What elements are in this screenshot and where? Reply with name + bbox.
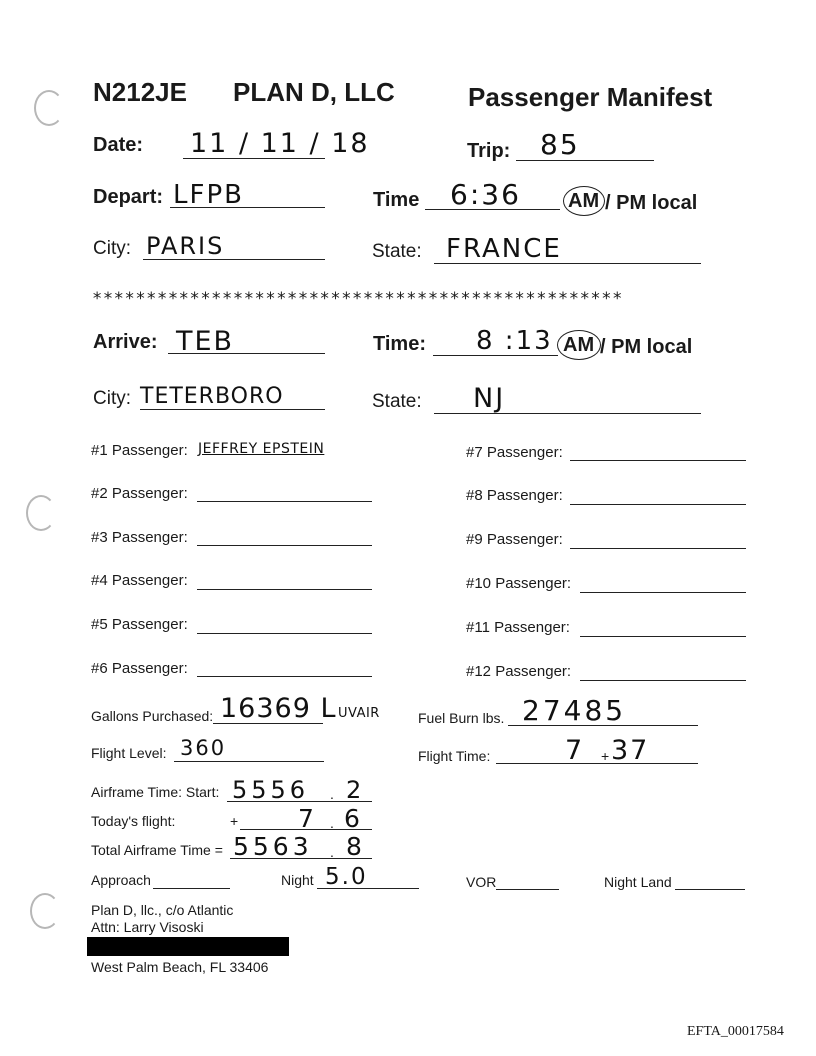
depart-am: AM xyxy=(568,190,600,212)
passenger-12-label: #12 Passenger: xyxy=(466,663,572,680)
airframe-start-dot: . xyxy=(330,786,334,802)
today-flight-plus: + xyxy=(230,813,239,829)
passenger-10-label: #10 Passenger: xyxy=(466,575,572,592)
gallons-vendor[interactable]: UVAIR xyxy=(338,706,380,721)
depart-value[interactable]: LFPB xyxy=(173,180,244,210)
depart-pm-local: / PM local xyxy=(605,192,698,214)
gallons-value[interactable]: 16369 L xyxy=(220,693,337,724)
arrive-time-value[interactable]: 8 :13 xyxy=(476,326,553,356)
total-airframe-tenths[interactable]: 8 xyxy=(346,832,364,861)
passenger-5-label: #5 Passenger: xyxy=(91,616,188,633)
arrive-city-label: City: xyxy=(93,388,131,409)
address-line-4: West Palm Beach, FL 33406 xyxy=(91,959,269,975)
depart-city-label: City: xyxy=(93,238,131,259)
passenger-6-field[interactable] xyxy=(197,676,372,677)
passenger-11-field[interactable] xyxy=(580,636,746,637)
passenger-9-label: #9 Passenger: xyxy=(466,531,563,548)
punch-hole xyxy=(34,90,64,126)
depart-time-label: Time xyxy=(373,189,420,211)
form-title: Passenger Manifest xyxy=(468,82,713,112)
depart-label: Depart: xyxy=(93,186,164,208)
total-airframe-label: Total Airframe Time = xyxy=(91,842,223,858)
flight-level-label: Flight Level: xyxy=(91,745,167,761)
fuel-burn-label: Fuel Burn lbs. xyxy=(418,710,505,726)
passenger-4-field[interactable] xyxy=(197,589,372,590)
passenger-10-field[interactable] xyxy=(580,592,746,593)
passenger-8-field[interactable] xyxy=(570,504,746,505)
night-land-label: Night Land xyxy=(604,874,672,890)
passenger-6-label: #6 Passenger: xyxy=(91,660,188,677)
passenger-2-label: #2 Passenger: xyxy=(91,485,188,502)
passenger-8-label: #8 Passenger: xyxy=(466,487,563,504)
passenger-7-label: #7 Passenger: xyxy=(466,444,563,461)
separator-line: ************************************************* xyxy=(92,289,623,309)
redaction-bar xyxy=(87,937,289,956)
arrive-state-value[interactable]: NJ xyxy=(473,383,506,414)
night-label: Night xyxy=(281,872,314,888)
punch-hole xyxy=(30,893,60,929)
passenger-3-label: #3 Passenger: xyxy=(91,529,188,546)
night-land-field[interactable] xyxy=(675,889,745,890)
fuel-burn-value[interactable]: 27485 xyxy=(522,694,627,727)
arrive-am: AM xyxy=(563,334,595,356)
passenger-1-value[interactable]: JEFFREY EPSTEIN xyxy=(198,441,325,457)
passenger-4-label: #4 Passenger: xyxy=(91,572,188,589)
passenger-3-field[interactable] xyxy=(197,545,372,546)
trip-value[interactable]: 85 xyxy=(540,128,580,161)
flight-time-plus: + xyxy=(601,748,610,764)
today-flight-whole[interactable]: 7 xyxy=(298,804,316,833)
passenger-12-field[interactable] xyxy=(580,680,746,681)
depart-state-value[interactable]: FRANCE xyxy=(446,234,562,264)
depart-state-label: State: xyxy=(372,241,422,262)
arrive-value[interactable]: TEB xyxy=(176,326,235,357)
arrive-city-value[interactable]: TETERBORO xyxy=(140,384,284,409)
arrive-pm-local: / PM local xyxy=(600,336,693,358)
tail-number: N212JE xyxy=(93,77,187,107)
depart-city-value[interactable]: PARIS xyxy=(146,232,225,260)
today-flight-dot: . xyxy=(330,815,334,831)
address-line-1: Plan D, llc., c/o Atlantic xyxy=(91,902,234,918)
vor-field[interactable] xyxy=(496,889,559,890)
passenger-2-field[interactable] xyxy=(197,501,372,502)
date-label: Date: xyxy=(93,134,144,156)
depart-time-value[interactable]: 6:36 xyxy=(450,178,521,211)
gallons-label: Gallons Purchased: xyxy=(91,708,214,724)
approach-field[interactable] xyxy=(153,888,230,889)
bates-number: EFTA_00017584 xyxy=(687,1024,784,1039)
passenger-1-label: #1 Passenger: xyxy=(91,442,188,459)
passenger-7-field[interactable] xyxy=(570,460,746,461)
airframe-start-tenths[interactable]: 2 xyxy=(346,776,364,804)
flight-level-value[interactable]: 360 xyxy=(180,736,227,760)
date-value[interactable]: 11 / 11 / 18 xyxy=(190,128,370,159)
total-airframe-whole[interactable]: 5563 xyxy=(233,832,313,861)
airframe-start-label: Airframe Time: Start: xyxy=(91,784,220,800)
total-airframe-dot: . xyxy=(330,844,334,860)
address-line-2: Attn: Larry Visoski xyxy=(91,919,204,935)
punch-hole xyxy=(26,495,56,531)
today-flight-label: Today's flight: xyxy=(91,813,176,829)
arrive-time-label: Time: xyxy=(373,333,426,355)
arrive-state-label: State: xyxy=(372,391,422,412)
today-flight-tenths[interactable]: 6 xyxy=(344,804,362,833)
passenger-5-field[interactable] xyxy=(197,633,372,634)
approach-label: Approach xyxy=(91,872,151,888)
flight-time-label: Flight Time: xyxy=(418,748,491,764)
arrive-label: Arrive: xyxy=(93,331,158,353)
flight-time-hours[interactable]: 7 xyxy=(565,735,585,766)
company-name: PLAN D, LLC xyxy=(233,77,395,107)
trip-label: Trip: xyxy=(467,140,511,162)
airframe-start-whole[interactable]: 5556 xyxy=(232,776,310,804)
flight-time-minutes[interactable]: 37 xyxy=(611,735,650,766)
vor-label: VOR xyxy=(466,874,497,890)
passenger-11-label: #11 Passenger: xyxy=(466,619,570,636)
passenger-9-field[interactable] xyxy=(570,548,746,549)
night-value[interactable]: 5.0 xyxy=(325,864,368,890)
